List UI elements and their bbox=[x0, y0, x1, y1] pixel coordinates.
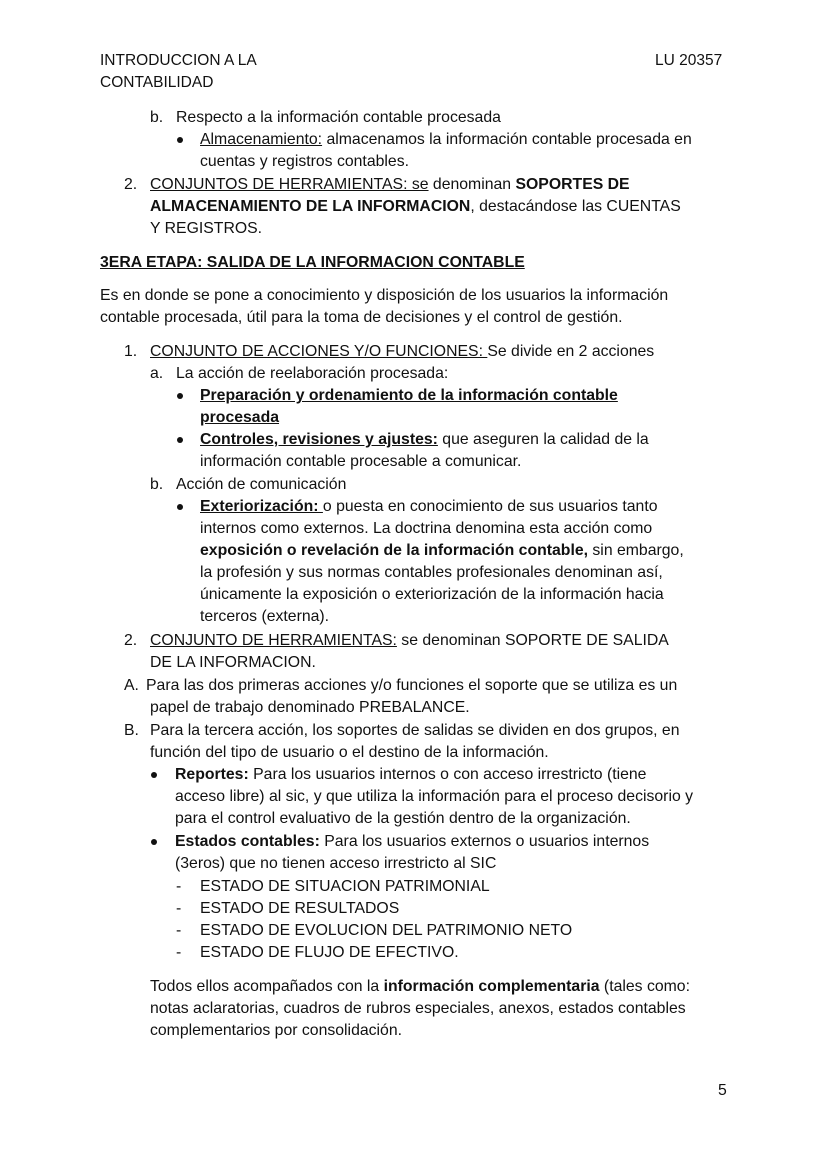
bullet-icon bbox=[177, 437, 183, 443]
herramientas-bold-1: SOPORTES DE bbox=[515, 176, 630, 193]
dash-mark: - bbox=[176, 878, 182, 895]
salida-term: CONJUNTO DE HERRAMIENTAS: bbox=[150, 632, 397, 649]
exteriorizacion-text: o puesta en conocimiento de sus usuarios tanto bbox=[322, 498, 658, 515]
list-number-2b: 2. bbox=[124, 632, 138, 649]
list-label-A: A. bbox=[124, 677, 139, 694]
dash-item: ESTADO DE RESULTADOS bbox=[200, 900, 400, 917]
exteriorizacion-term: Exteriorización: bbox=[200, 498, 323, 515]
almacenamiento-term: Almacenamiento: bbox=[200, 131, 323, 148]
salida-line-2: DE LA INFORMACION. bbox=[150, 654, 316, 671]
intro-line-2: contable procesada, útil para la toma de decisiones y el control de gestión. bbox=[100, 309, 623, 326]
controles-line-1 bbox=[200, 429, 649, 451]
intro-line-1: Es en donde se pone a conocimiento y disposición de los usuarios la información bbox=[100, 287, 669, 304]
exteriorizacion-line-3 bbox=[200, 540, 684, 562]
A-line-1: Para las dos primeras acciones y/o funciones el soporte que se utiliza es un bbox=[146, 677, 678, 694]
page-number: 5 bbox=[718, 1082, 727, 1099]
dash-mark: - bbox=[176, 922, 182, 939]
exteriorizacion-line-1 bbox=[200, 496, 658, 518]
controles-text: que aseguren la calidad de la bbox=[437, 431, 649, 448]
bullet-icon bbox=[151, 772, 157, 778]
estados-line-2: (3eros) que no tienen acceso irrestricto al SIC bbox=[175, 855, 497, 872]
dash-item: ESTADO DE SITUACION PATRIMONIAL bbox=[200, 878, 490, 895]
bullet-icon bbox=[151, 839, 157, 845]
dash-mark: - bbox=[176, 944, 182, 961]
reportes-term: Reportes: bbox=[175, 766, 249, 783]
controles-term: Controles, revisiones y ajustes: bbox=[200, 431, 438, 448]
reportes-text: Para los usuarios internos o con acceso irrestricto (tiene bbox=[248, 766, 647, 783]
final-bold: información complementaria bbox=[383, 978, 600, 995]
exteriorizacion-line-2: internos como externos. La doctrina denomina esta acción como bbox=[200, 520, 653, 537]
acciones-text: Se divide en 2 acciones bbox=[487, 343, 655, 360]
exposicion-bold: exposición o revelación de la información contable, bbox=[200, 542, 589, 559]
final-line-2: notas aclaratorias, cuadros de rubros especiales, anexos, estados contables bbox=[150, 1000, 686, 1017]
reportes-line-3: para el control evaluativo de la gestión dentro de la organización. bbox=[175, 810, 631, 827]
preparacion-line-2: procesada bbox=[200, 409, 280, 426]
list-label-b: b. bbox=[150, 109, 164, 126]
exteriorizacion-line-5: únicamente la exposición o exteriorización de la información hacia bbox=[200, 586, 664, 603]
dash-item: ESTADO DE EVOLUCION DEL PATRIMONIO NETO bbox=[200, 922, 573, 939]
dash-item: ESTADO DE FLUJO DE EFECTIVO. bbox=[200, 944, 459, 961]
estados-text: Para los usuarios externos o usuarios internos bbox=[319, 833, 650, 850]
list-label-B: B. bbox=[124, 722, 139, 739]
acciones-term: CONJUNTO DE ACCIONES Y/O FUNCIONES: bbox=[150, 343, 488, 360]
B-line-1: Para la tercera acción, los soportes de salidas se dividen en dos grupos, en bbox=[150, 722, 680, 739]
list-number-1: 1. bbox=[124, 343, 138, 360]
bullet-icon bbox=[177, 137, 183, 143]
header-left-line-2: CONTABILIDAD bbox=[100, 74, 214, 91]
almacenamiento-text: almacenamos la información contable procesada en bbox=[322, 131, 692, 148]
herramientas-text-2: , destacándose las CUENTAS bbox=[470, 198, 681, 215]
bullet-icon bbox=[177, 504, 183, 510]
exteriorizacion-line-6: terceros (externa). bbox=[200, 608, 330, 625]
list-number-2: 2. bbox=[124, 176, 138, 193]
herramientas-line-1 bbox=[150, 174, 630, 196]
list-label-a: a. bbox=[150, 365, 164, 382]
estados-term: Estados contables: bbox=[175, 833, 320, 850]
bullet-icon bbox=[177, 393, 183, 399]
list-label-b2: b. bbox=[150, 476, 164, 493]
almacenamiento-line-1 bbox=[200, 129, 692, 151]
reelaboracion-text: La acción de reelaboración procesada: bbox=[176, 365, 449, 382]
list-item-b-text: Respecto a la información contable procesada bbox=[176, 109, 501, 126]
estados-line-1 bbox=[175, 831, 649, 853]
salida-line-1 bbox=[150, 630, 669, 652]
header-left-line-1: INTRODUCCION A LA bbox=[100, 52, 257, 69]
comunicacion-text: Acción de comunicación bbox=[176, 476, 347, 493]
reportes-line-2: acceso libre) al sic, y que utiliza la información para el proceso decisorio y bbox=[175, 788, 694, 805]
reportes-line-1 bbox=[175, 764, 646, 786]
A-line-2: papel de trabajo denominado PREBALANCE. bbox=[150, 699, 470, 716]
herramientas-line-3: Y REGISTROS. bbox=[150, 220, 263, 237]
controles-line-2: información contable procesable a comunicar. bbox=[200, 453, 522, 470]
herramientas-term: CONJUNTOS DE HERRAMIENTAS: se bbox=[150, 176, 429, 193]
exteriorizacion-text-3: sin embargo, bbox=[588, 542, 684, 559]
herramientas-line-2 bbox=[150, 196, 681, 218]
final-line-3: complementarios por consolidación. bbox=[150, 1022, 403, 1039]
salida-text: se denominan SOPORTE DE SALIDA bbox=[396, 632, 669, 649]
dash-mark: - bbox=[176, 900, 182, 917]
acciones-line bbox=[150, 341, 654, 363]
final-text-1: Todos ellos acompañados con la bbox=[150, 978, 384, 995]
header-right: LU 20357 bbox=[655, 52, 723, 69]
section-heading: 3ERA ETAPA: SALIDA DE LA INFORMACION CONTABLE bbox=[100, 254, 525, 271]
header-left bbox=[100, 50, 257, 94]
preparacion-line-1: Preparación y ordenamiento de la información contable bbox=[200, 387, 618, 404]
exteriorizacion-line-4: la profesión y sus normas contables profesionales denominan así, bbox=[200, 564, 663, 581]
herramientas-bold-2: ALMACENAMIENTO DE LA INFORMACION bbox=[150, 198, 471, 215]
final-line-1 bbox=[150, 976, 690, 998]
herramientas-text: denominan bbox=[428, 176, 516, 193]
B-line-2: función del tipo de usuario o el destino de la información. bbox=[150, 744, 549, 761]
almacenamiento-line-2: cuentas y registros contables. bbox=[200, 153, 409, 170]
final-text-2: (tales como: bbox=[599, 978, 690, 995]
